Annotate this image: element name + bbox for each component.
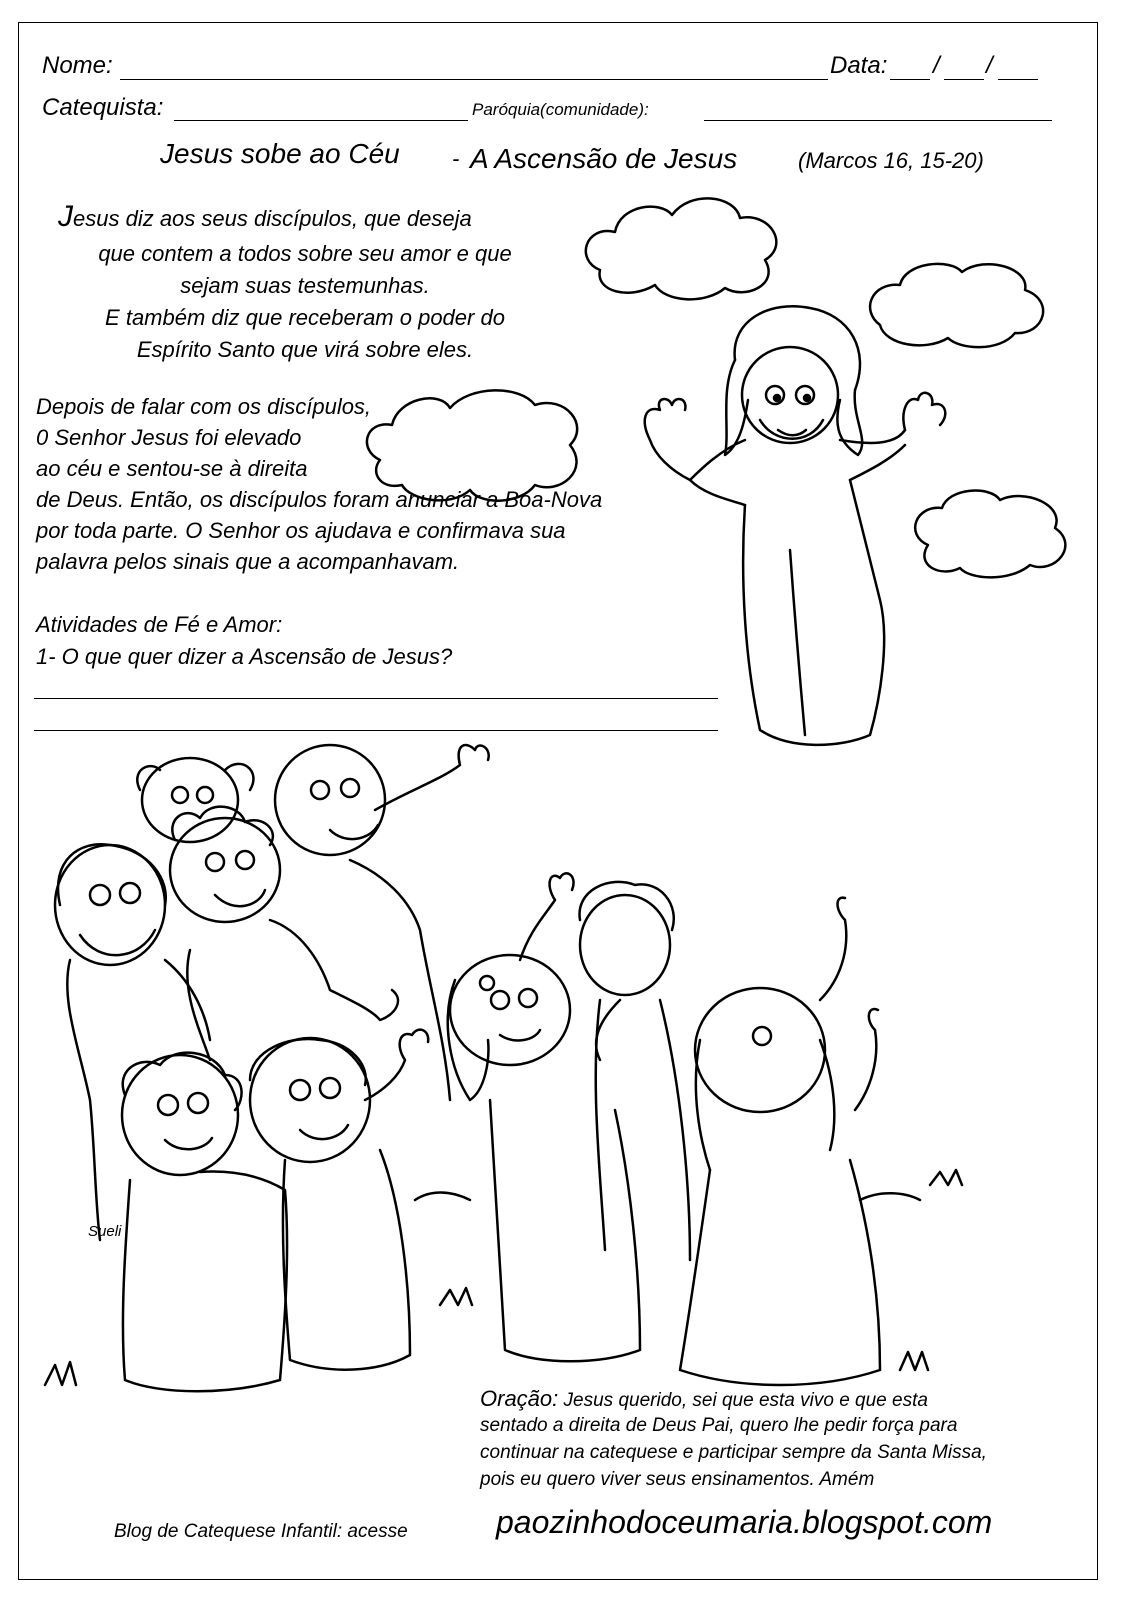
story-line-6: palavra pelos sinais que a acompanhavam. — [36, 549, 460, 574]
prayer-line-1 — [480, 1386, 928, 1412]
prayer-line-4: pois eu quero viver seus ensinamentos. Amém — [480, 1469, 875, 1490]
blog-url[interactable]: paozinhodoceumaria.blogspot.com — [496, 1504, 993, 1540]
story-line-2: 0 Senhor Jesus foi elevado — [36, 425, 302, 450]
intro-line-2: que contem a todos sobre seu amor e que — [98, 241, 512, 266]
intro-line-4: E também diz que receberam o poder do — [105, 305, 505, 330]
page-subtitle: A Ascensão de Jesus — [470, 143, 738, 174]
data-label: Data: — [830, 52, 888, 79]
intro-line-3: sejam suas testemunhas. — [180, 273, 430, 298]
catequista-label: Catequista: — [42, 94, 164, 121]
disciples-group-figures — [45, 745, 962, 1391]
prayer-label: Oração: — [480, 1386, 559, 1411]
bible-reference: (Marcos 16, 15-20) — [798, 148, 984, 173]
date-separator: / — [933, 52, 940, 79]
nome-label: Nome: — [42, 52, 113, 79]
intro-line-1-text: esus diz aos seus discípulos, que deseja — [73, 206, 472, 231]
blog-label: Blog de Catequese Infantil: acesse — [114, 1521, 408, 1542]
jesus-ascending-figure — [645, 306, 945, 745]
cloud-icon — [586, 198, 776, 299]
page-title: Jesus sobe ao Céu — [160, 138, 400, 169]
title-dash: - — [452, 146, 460, 171]
story-line-4: de Deus. Então, os discípulos foram anunciar a Boa-Nova — [36, 487, 603, 512]
story-line-3: ao céu e sentou-se à direita — [36, 456, 308, 481]
cloud-icon — [367, 390, 577, 500]
prayer-line-2: sentado a direita de Deus Pai, quero lhe pedir força para — [480, 1415, 958, 1436]
date-separator: / — [986, 52, 993, 79]
prayer-line-3: continuar na catequese e participar sempre da Santa Missa, — [480, 1442, 987, 1463]
story-line-5: por toda parte. O Senhor os ajudava e confirmava sua — [36, 518, 566, 543]
activities-heading: Atividades de Fé e Amor: — [36, 612, 283, 637]
cloud-icon — [915, 491, 1065, 578]
artist-signature: Sueli — [88, 1223, 122, 1240]
prayer-line-1-text: Jesus querido, sei que esta vivo e que esta — [558, 1390, 928, 1411]
cloud-icon — [870, 264, 1043, 347]
intro-line-5: Espírito Santo que virá sobre eles. — [136, 337, 474, 362]
intro-dropcap: J — [58, 200, 73, 233]
story-line-1: Depois de falar com os discípulos, — [36, 394, 372, 419]
paroquia-label: Paróquia(comunidade): — [472, 100, 649, 119]
question-1: 1- O que quer dizer a Ascensão de Jesus? — [36, 644, 453, 669]
